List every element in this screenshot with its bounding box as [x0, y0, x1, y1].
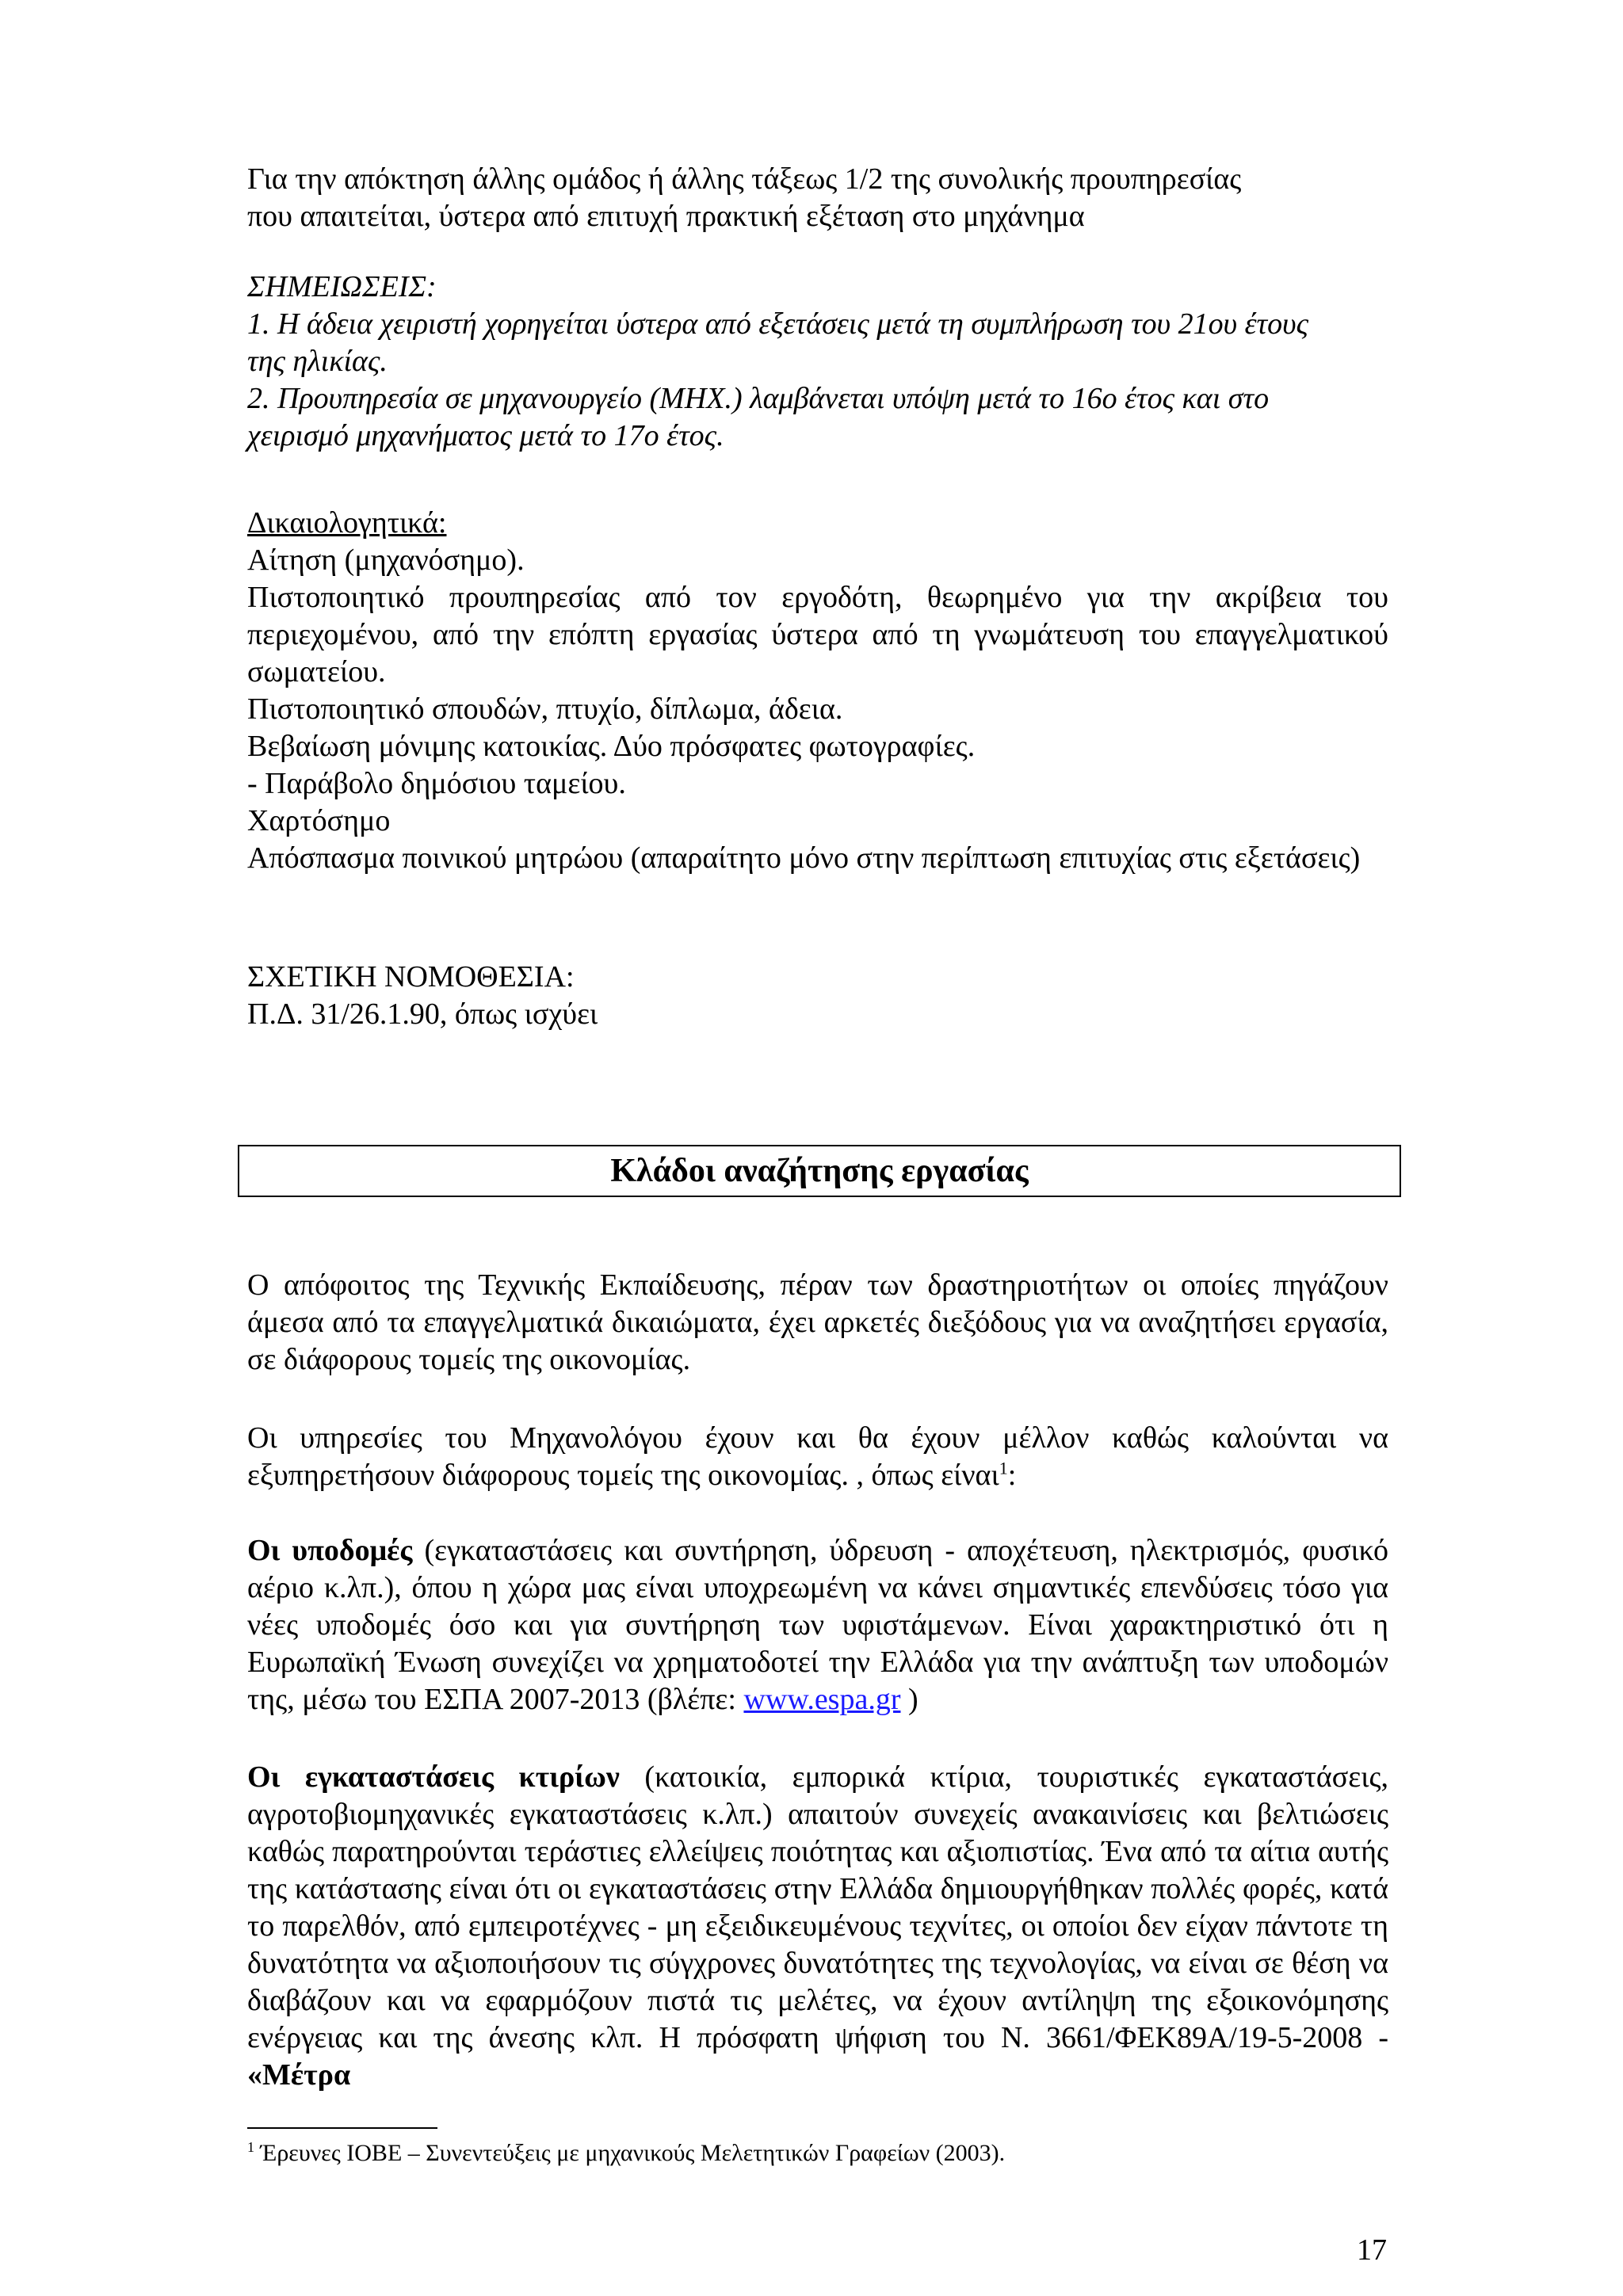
note-2: 2. Προυπηρεσία σε μηχανουργείο (ΜΗΧ.) λαμβάνεται υπόψη μετά το 16ο έτος και στο χειρισμό μηχανήματος μετά το 17ο έτος. [247, 382, 1270, 452]
paragraph-text [247, 1532, 1388, 1718]
legislation-section [247, 959, 1388, 1033]
notes-section [247, 269, 1357, 455]
paragraph-2-end: : [1007, 1459, 1017, 1492]
measures-term: «Μέτρα [247, 2058, 351, 2092]
footnote-marker: 1 [247, 2139, 254, 2155]
document-item: - Παράβολο δημόσιου ταμείου. [247, 767, 626, 800]
page-number: 17 [1357, 2233, 1387, 2267]
document-item: Χαρτόσημο [247, 804, 391, 837]
legislation-text: Π.Δ. 31/26.1.90, όπως ισχύει [247, 997, 598, 1031]
footnote [247, 2139, 1005, 2168]
documents-heading: Δικαιολογητικά: [247, 506, 447, 540]
body-paragraph-2 [247, 1420, 1388, 1494]
legislation-heading: ΣΧΕΤΙΚΗ ΝΟΜΟΘΕΣΙΑ: [247, 960, 575, 994]
paragraph-3-end: ) [900, 1683, 918, 1716]
paragraph-text: Ο απόφοιτος της Τεχνικής Εκπαίδευσης, πέραν των δραστηριοτήτων οι οποίες πηγάζουν άμεσα από τα επαγγελματικά δικαιώματα, έχει αρκετές διεξόδους για να αναζητήσει εργασία, σε διάφορους τομείς της οικονομίας. [247, 1268, 1388, 1376]
paragraph-4-text: (κατοικία, εμπορικά κτίρια, τουριστικές εγκαταστάσεις, αγροτοβιομηχανικές εγκαταστάσεις κ.λπ.) απαιτούν συνεχείς ανακαινίσεις και βελτιώσεις καθώς παρατηρούνται τεράστιες ελλείψεις ποιότητας και αξιοπιστίας. Ένα από τα αίτια αυτής της κατάστασης είναι ότι οι εγκαταστάσεις στην Ελλάδα δημιουργήθηκαν πολλές φορές, κατά το παρελθόν, από εμπειροτέχνες - μη εξειδικευμένους τεχνίτες, οι οποίοι δεν είχαν πάντοτε τη δυνατότητα να αξιοποιήσουν τις σύγχρονες δυνατότητες της τεχνολογίας, να είναι σε θέση να διαβάζουν και να εφαρμόζουν πιστά τις μελέτες, να έχουν αντίληψη της εξοικονόμησης ενέργειας και της άνεσης κλπ. Η πρόσφατη ψήφιση του Ν. 3661/ΦΕΚ89Α/19-5-2008 - [247, 1760, 1389, 2054]
footnote-ref[interactable]: 1 [999, 1458, 1008, 1478]
body-paragraph-4 [247, 1759, 1388, 2094]
document-item: Απόσπασμα ποινικού μητρώου (απαραίτητο μόνο στην περίπτωση επιτυχίας στις εξετάσεις) [247, 841, 1361, 875]
note-1: 1. Η άδεια χειριστή χορηγείται ύστερα από εξετάσεις μετά τη συμπλήρωση του 21ου έτους της ηλικίας. [247, 307, 1308, 378]
body-paragraph-3 [247, 1532, 1388, 1718]
espa-link[interactable]: www.espa.gr [743, 1683, 901, 1716]
intro-paragraph [247, 161, 1388, 235]
section-title: Κλάδοι αναζήτησης εργασίας [610, 1153, 1029, 1189]
document-item: Βεβαίωση μόνιμης κατοικίας. Δύο πρόσφατες φωτογραφίες. [247, 730, 976, 763]
body-paragraph-1 [247, 1267, 1388, 1379]
paragraph-3-text: (εγκαταστάσεις και συντήρηση, ύδρευση - αποχέτευση, ηλεκτρισμός, φυσικό αέριο κ.λπ.), όπου η χώρα μας είναι υποχρεωμένη να κάνει σημαντικές επενδύσεις τόσο για νέες υποδομές όσο και για συντήρηση των υφιστάμενων. Είναι χαρακτηριστικό ότι η Ευρωπαϊκή Ένωση συνεχίζει να χρηματοδοτεί την Ελλάδα για την ανάπτυξη των υποδομών της, μέσω του ΕΣΠΑ 2007-2013 (βλέπε: [247, 1534, 1388, 1716]
paragraph-text [247, 1420, 1388, 1494]
footnote-text: Έρευνες ΙΟΒΕ – Συνεντεύξεις με μηχανικούς Μελετητικών Γραφείων (2003). [254, 2140, 1006, 2166]
document-item: Πιστοποιητικό σπουδών, πτυχίο, δίπλωμα, άδεια. [247, 692, 843, 726]
intro-line-2: που απαιτείται, ύστερα από επιτυχή πρακτική εξέταση στο μηχάνημα [247, 200, 1085, 233]
infrastructure-term: Οι υποδομές [247, 1534, 413, 1567]
intro-line-1: Για την απόκτηση άλλης ομάδος ή άλλης τάξεως 1/2 της συνολικής προυπηρεσίας [247, 162, 1242, 196]
document-item: Αίτηση (μηχανόσημο). [247, 543, 525, 577]
document-item: Πιστοποιητικό προυπηρεσίας από τον εργοδότη, θεωρημένο για την ακρίβεια του περιεχομένου, από την επόπτη εργασίας ύστερα από τη γνωμάτευση του επαγγελματικού σωματείου. [247, 581, 1388, 688]
paragraph-2-text: Οι υπηρεσίες του Μηχανολόγου έχουν και θα έχουν μέλλον καθώς καλούνται να εξυπηρετήσουν διάφορους τομείς της οικονομίας. , όπως είναι [247, 1421, 1388, 1492]
documents-section [247, 505, 1388, 877]
paragraph-text [247, 1759, 1388, 2094]
section-title-box [238, 1145, 1401, 1197]
footnote-separator [247, 2127, 437, 2129]
notes-heading: ΣΗΜΕΙΩΣΕΙΣ: [247, 270, 437, 303]
building-installations-term: Οι εγκαταστάσεις κτιρίων [247, 1760, 620, 1794]
